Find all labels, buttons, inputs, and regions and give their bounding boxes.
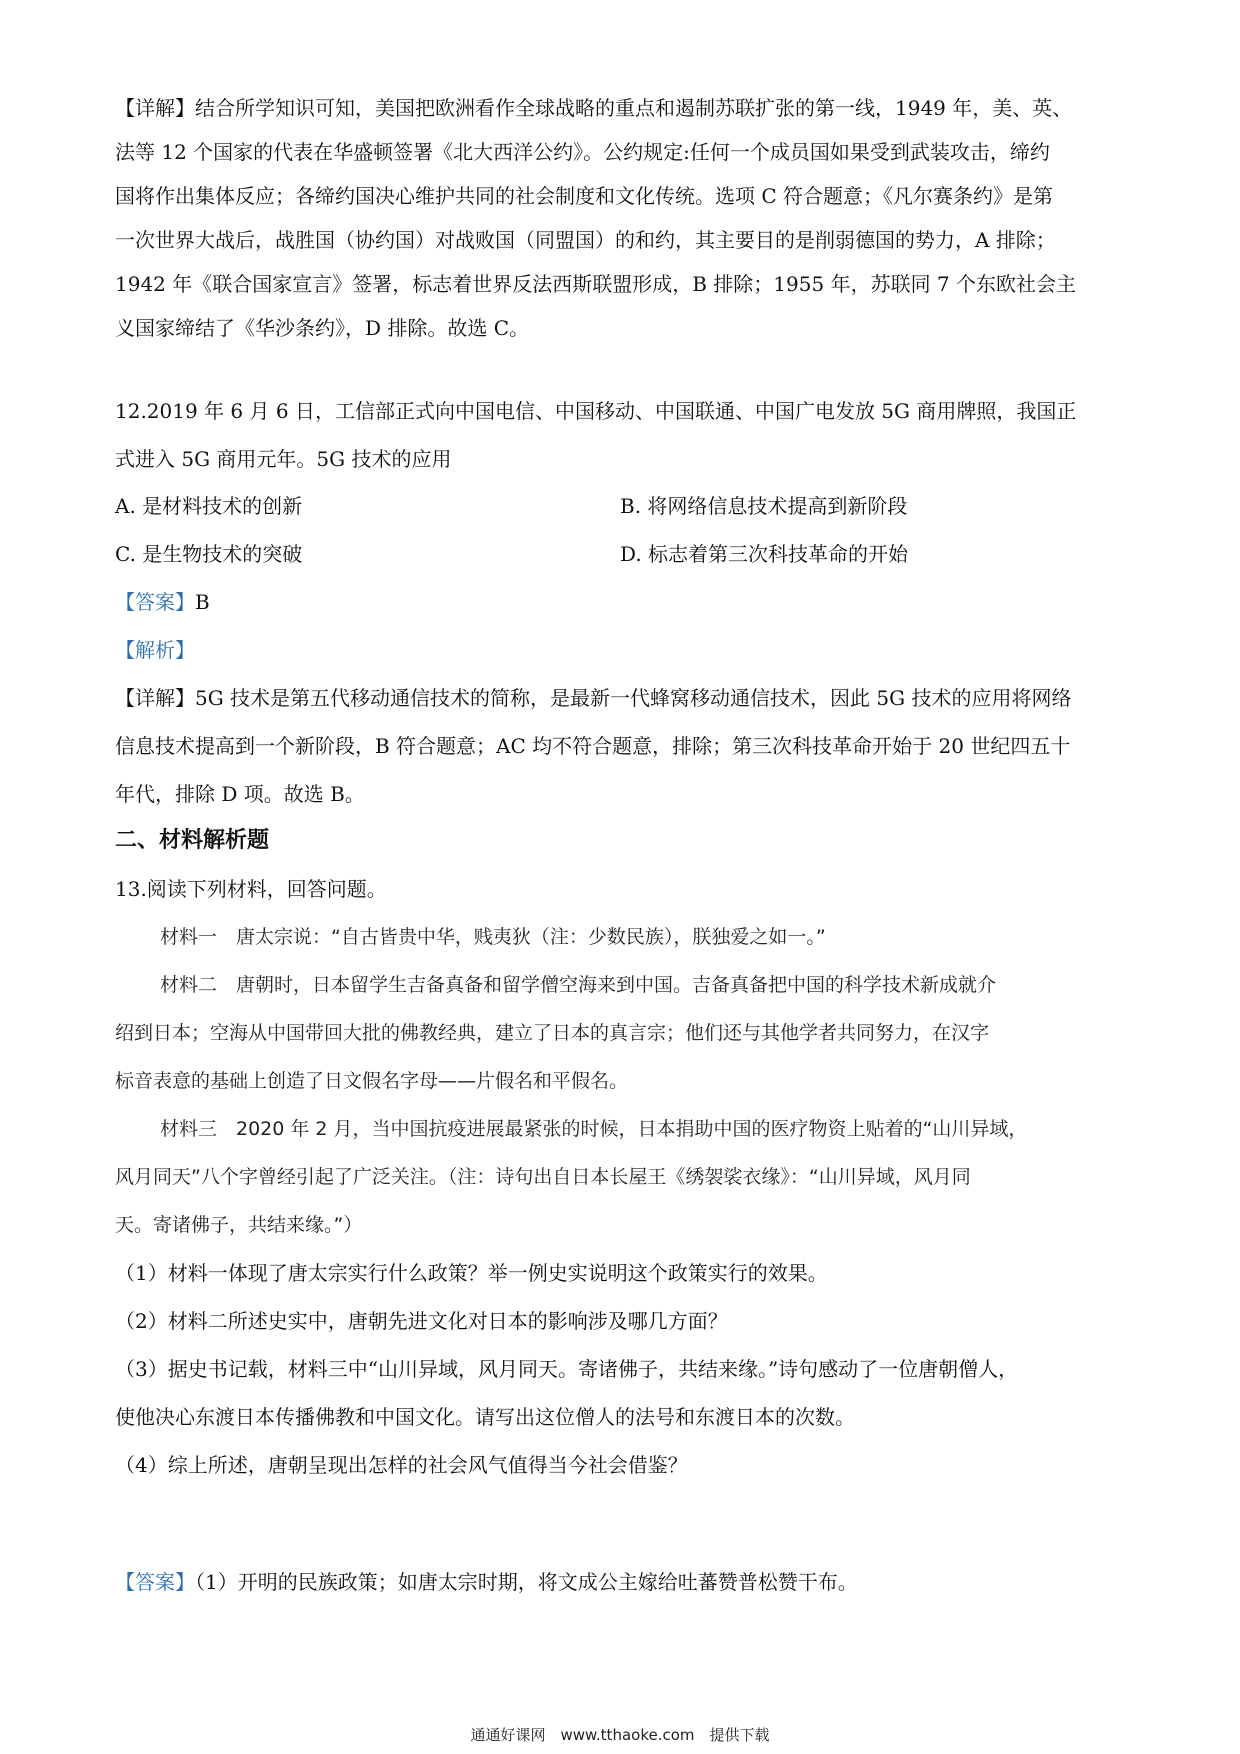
q13-material-3-line-2: 风月同天”八个字曾经引起了广泛关注。（注：诗句出自日本长屋王《绣袈裟衣缘》：“山川异域，风月同: [115, 1166, 971, 1188]
q13-answer: [115, 1567, 1135, 1597]
q13-material-3-line-3: 天。寄诸佛子，共结来缘。”）: [115, 1214, 363, 1236]
prev-detail-line-4: 一次世界大战后，战胜国（协约国）对战败国（同盟国）的和约，其主要目的是削弱德国的势力，A 排除；: [115, 228, 1056, 252]
q12-option-c: C. 是生物技术的突破: [115, 542, 303, 566]
q12-stem-line-2: 式进入 5G 商用元年。5G 技术的应用: [115, 447, 452, 471]
detail-text: 5G 技术是第五代移动通信技术的简称，是最新一代蜂窝移动通信技术，因此 5G 技术的应用将网络: [195, 686, 1072, 710]
section-heading: 二、材料解析题: [115, 828, 270, 853]
q13-material-3-line-1: 材料三 2020 年 2 月，当中国抗疫进展最紧张的时候，日本捐助中国的医疗物资上贴着的“山川异域，: [160, 1118, 1028, 1140]
q13-subquestion-4: （4）综上所述，唐朝呈现出怎样的社会风气值得当今社会借鉴？: [115, 1453, 688, 1477]
detail-tag: 【详解】: [115, 686, 195, 710]
detail-tag: 【详解】: [115, 96, 195, 120]
q13-subquestion-1: （1）材料一体现了唐太宗实行什么政策？举一例史实说明这个政策实行的效果。: [115, 1261, 828, 1285]
q12-analysis-tag: 【解析】: [115, 638, 195, 662]
answer-text: （1）开明的民族政策；如唐太宗时期，将文成公主嫁给吐蕃赞普松赞干布。: [195, 1570, 858, 1594]
q13-material-1: 材料一 唐太宗说：“自古皆贵中华，贱夷狄（注：少数民族），朕独爱之如一。”: [160, 926, 826, 948]
q12-option-d: D. 标志着第三次科技革命的开始: [620, 542, 909, 566]
answer-tag: 【答案】: [115, 590, 195, 614]
answer-value: B: [195, 590, 210, 614]
prev-detail-line-3: 国将作出集体反应；各缔约国决心维护共同的社会制度和文化传统。选项 C 符合题意；《凡尔赛条约》是第: [115, 184, 1054, 208]
q12-stem-line-1: 12.2019 年 6 月 6 日，工信部正式向中国电信、中国移动、中国联通、中国广电发放 5G 商用牌照，我国正: [115, 399, 1077, 423]
q12-detail-line-1: [115, 683, 1135, 713]
q12-option-b: B. 将网络信息技术提高到新阶段: [620, 494, 908, 518]
q12-detail-line-2: 信息技术提高到一个新阶段，B 符合题意；AC 均不符合题意，排除；第三次科技革命开始于 20 世纪四五十: [115, 734, 1071, 758]
q13-subquestion-2: （2）材料二所述史实中，唐朝先进文化对日本的影响涉及哪几方面？: [115, 1309, 728, 1333]
q13-material-2-line-3: 标音表意的基础上创造了日文假名字母——片假名和平假名。: [115, 1070, 629, 1092]
q13-subquestion-3-line-1: （3）据史书记载，材料三中“山川异域，风月同天。寄诸佛子，共结来缘。”诗句感动了一位唐朝僧人，: [115, 1357, 1019, 1381]
prev-detail-line-2: 法等 12 个国家的代表在华盛顿签署《北大西洋公约》。公约规定:任何一个成员国如果受到武装攻击，缔约: [115, 140, 1050, 164]
q13-material-2-line-2: 绍到日本；空海从中国带回大批的佛教经典，建立了日本的真言宗；他们还与其他学者共同努力，在汉字: [115, 1022, 990, 1044]
prev-detail-line-5: 1942 年《联合国家宣言》签署，标志着世界反法西斯联盟形成，B 排除；1955 年，苏联同 7 个东欧社会主: [115, 272, 1077, 296]
q13-material-2-line-1: 材料二 唐朝时，日本留学生吉备真备和留学僧空海来到中国。吉备真备把中国的科学技术新成就介: [160, 974, 997, 996]
detail-text: 结合所学知识可知，美国把欧洲看作全球战略的重点和遏制苏联扩张的第一线，1949 年，美、英、: [195, 96, 1073, 120]
answer-tag: 【答案】: [115, 1570, 195, 1594]
q13-subquestion-3-line-2: 使他决心东渡日本传播佛教和中国文化。请写出这位僧人的法号和东渡日本的次数。: [115, 1405, 855, 1429]
prev-detail-line-6: 义国家缔结了《华沙条约》，D 排除。故选 C。: [115, 316, 530, 340]
q12-detail-line-3: 年代，排除 D 项。故选 B。: [115, 782, 365, 806]
q12-answer: [115, 587, 1135, 617]
q12-option-a: A. 是材料技术的创新: [115, 494, 303, 518]
prev-detail-line-1: [115, 93, 1135, 123]
q13-stem: 13.阅读下列材料，回答问题。: [115, 877, 387, 901]
page-footer: 通通好课网 www.tthaoke.com 提供下载: [470, 1726, 770, 1744]
